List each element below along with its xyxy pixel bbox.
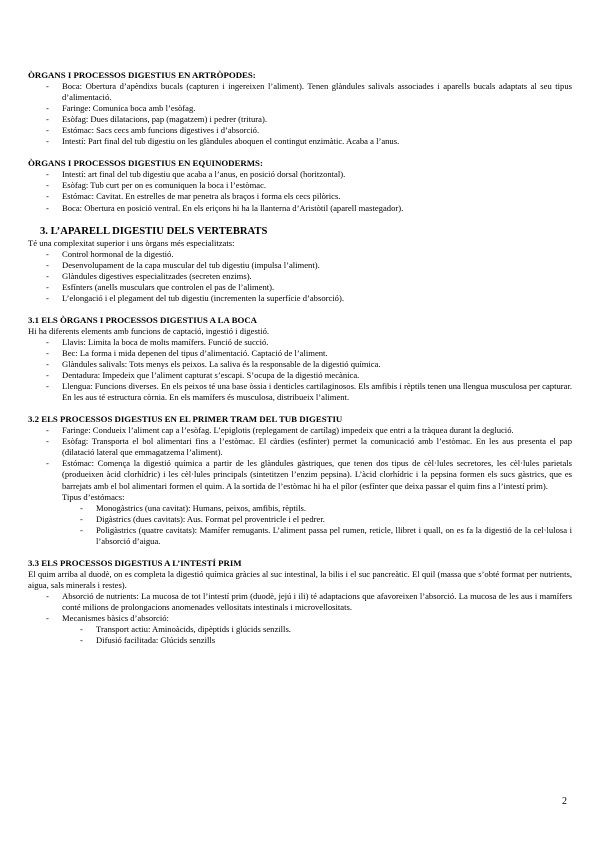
- list-item: - Poligàstrics (quatre cavitats): Mamífer remugants. L’aliment passa pel rumen, reticle, llibret i quall, on es fa la digestió de la cel·lulosa i l’absorció d’aigua.: [96, 525, 572, 547]
- list-primer-tram: [28, 425, 572, 547]
- heading-primer-tram: 3.2 ELS PROCESSOS DIGESTIUS EN EL PRIMER TRAM DEL TUB DIGESTIU: [28, 414, 343, 425]
- list-item: - Estómac: Cavitat. En estrelles de mar penetra als braços i forma els cecs pilòrics.: [62, 191, 572, 202]
- list-item: - Llengua: Funcions diverses. En els peixos té una base òssia i denticles cartilaginosos. Els amfibis i rèptils tenen una llengua musculosa per capturar. En les aus té estructura còrnia. En els mamífers és musculosa, distribueix l’aliment.: [62, 381, 572, 403]
- list-item: - Absorció de nutrients: La mucosa de tot l’intestí prim (duodè, jejú i ili) té adaptacions que afavoreixen l’absorció. La mucosa de les aus i mamífers conté milions de prolongacions anomenades vellositats intestinals i microvellositats.: [62, 591, 572, 613]
- list-item: - Esfínters (anells musculars que controlen el pas de l’aliment).: [62, 282, 572, 293]
- list-item-text: Mecanismes bàsics d’absorció:: [62, 613, 169, 624]
- list-item: - Bec: La forma i mida depenen del tipus d’alimentació. Captació de l’aliment.: [62, 348, 572, 359]
- list-item: - Desenvolupament de la capa muscular del tub digestiu (impulsa l’aliment).: [62, 260, 572, 271]
- heading-boca: 3.1 ELS ÒRGANS I PROCESSOS DIGESTIUS A LA BOCA: [28, 314, 258, 325]
- list-artropodes: [28, 81, 572, 147]
- list-item: - L’elongació i el plegament del tub digestiu (incrementen la superfície d’absorció).: [62, 293, 572, 304]
- list-item: - Esòfag: Tub curt per on es comuniquen la boca i l’estòmac.: [62, 180, 572, 191]
- list-intesti-prim: [28, 591, 572, 646]
- list-item-text: Estómac: Comença la digestió química a partir de les glàndules gàstriques, que tenen dos tipus de cèl·lules secretores, les cèl·lules parietals (produeixen àcid clorhídric) i les cèl·lules principals (sintetitzen l’enzim pepsina). L’àcid clorhídric i la pepsina formen els sucs gàstrics, que es barrejats amb el bol alimentari formen el quim. A la sortida de l’estòmac hi ha el pílor (esfínter que deixa passar el quim fins a l’intestí prim).: [62, 458, 572, 491]
- list-equinoderms: [28, 169, 572, 213]
- list-item: - Monogàstrics (una cavitat): Humans, peixos, amfibis, rèptils.: [96, 503, 572, 514]
- subheading-tipus-estomacs: Tipus d’estómacs:: [62, 491, 125, 502]
- heading-equinoderms: ÒRGANS I PROCESSOS DIGESTIUS EN EQUINODERMS:: [28, 158, 263, 169]
- page-number: 2: [562, 796, 567, 807]
- list-item: - Transport actiu: Aminoàcids, dipèptids i glúcids senzills.: [96, 624, 572, 635]
- intro-vertebrats: Té una complexitat superior i uns òrgans més especialitzats:: [28, 237, 235, 248]
- list-boca: [28, 337, 572, 403]
- list-item: - Estómac: Sacs cecs amb funcions digestives i d’absorció.: [62, 125, 572, 136]
- heading-intesti-prim: 3.3 ELS PROCESSOS DIGESTIUS A L’INTESTÍ PRIM: [28, 557, 242, 568]
- list-item: [62, 458, 572, 546]
- list-item: - Esòfag: Dues dilatacions, pap (magatzem) i pedrer (tritura).: [62, 114, 572, 125]
- list-item: - Control hormonal de la digestió.: [62, 249, 572, 260]
- list-item: - Faringe: Condueix l’aliment cap a l’esòfag. L’epiglotis (replegament de cartílag) impedeix que entri a la tràquea durant la deglució.: [62, 425, 572, 436]
- document-page: [28, 70, 572, 646]
- list-tipus-estomacs: [62, 503, 572, 547]
- list-item: - Faringe: Comunica boca amb l’esòfag.: [62, 103, 572, 114]
- intro-intesti-prim: El quim arriba al duodè, on es completa la digestió química gràcies al suc intestinal, la bilis i el suc pancreàtic. El quil (massa que s’obté format per nutrients, aigua, sals minerals i restes).: [28, 568, 572, 590]
- intro-boca: Hi ha diferents elements amb funcions de captació, ingestió i digestió.: [28, 325, 270, 336]
- list-item: - Boca: Obertura en posició ventral. En els eriçons hi ha la llanterna d’Aristòtil (aparell mastegador).: [62, 203, 572, 214]
- chapter-heading-vertebrats: 3. L’APARELL DIGESTIU DELS VERTEBRATS: [40, 225, 268, 237]
- list-mecanismes: [62, 624, 572, 646]
- list-vertebrats: [28, 249, 572, 304]
- list-item: [62, 613, 572, 646]
- list-item: - Boca: Obertura d’apèndixs bucals (capturen i ingereixen l’aliment). Tenen glàndules salivals associades i aparells bucals adaptats al seu tipus d’alimentació.: [62, 81, 572, 103]
- list-item: - Digàstrics (dues cavitats): Aus. Format pel proventricle i el pedrer.: [96, 514, 572, 525]
- list-item: - Llavis: Limita la boca de molts mamífers. Funció de succió.: [62, 337, 572, 348]
- list-item: - Difusió facilitada: Glúcids senzills: [96, 635, 572, 646]
- list-item: - Intestí: art final del tub digestiu que acaba a l’anus, en posició dorsal (horitzontal).: [62, 169, 572, 180]
- list-item: - Intestí: Part final del tub digestiu on les glàndules aboquen el contingut enzimàtic. Acaba a l’anus.: [62, 136, 572, 147]
- list-item: - Glàndules salivals: Tots menys els peixos. La saliva és la responsable de la digestió química.: [62, 359, 572, 370]
- list-item: - Esòfag: Transporta el bol alimentari fins a l’estòmac. El càrdies (esfínter) permet la comunicació amb l’estòmac. En les aus presenta el pap (dilatació lateral que emmagatzema l’aliment).: [62, 436, 572, 458]
- heading-artropodes: ÒRGANS I PROCESSOS DIGESTIUS EN ARTRÒPODES:: [28, 70, 256, 80]
- list-item: - Glàndules digestives especialitzades (secreten enzims).: [62, 271, 572, 282]
- list-item: - Dentadura: Impedeix que l’aliment capturat s’escapi. S’ocupa de la digestió mecànica.: [62, 370, 572, 381]
